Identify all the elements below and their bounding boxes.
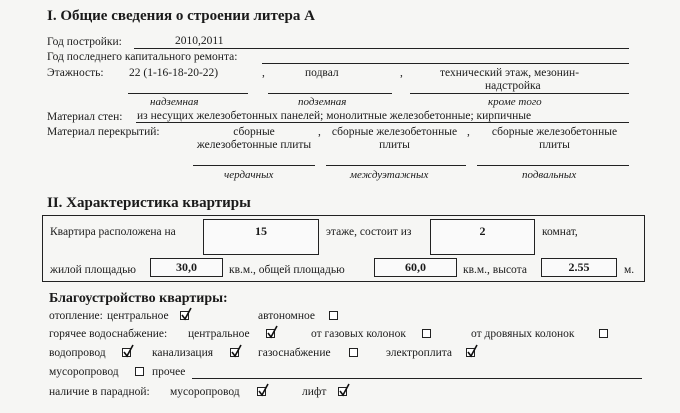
amenities-title: Благоустройство квартиры:	[49, 291, 228, 306]
sewer-label: канализация	[152, 347, 214, 359]
entrance-chute-label: мусоропровод	[170, 386, 240, 398]
entrance-label: наличие в парадной:	[49, 386, 150, 398]
stove-label: электроплита	[386, 347, 452, 359]
floors-except-line2[interactable]: надстройка	[485, 80, 541, 92]
basement-line	[477, 165, 629, 166]
stove-checkbox[interactable]	[466, 348, 475, 357]
ceil-basement-value[interactable]: сборные железобетонные плиты	[491, 126, 618, 151]
attic-line	[193, 165, 315, 166]
walls-value[interactable]: из несущих железобетонных панелей; монолитные железобетонные; кирпичные	[137, 110, 532, 122]
total-area-box[interactable]: 60,0	[374, 258, 457, 277]
other-label: прочее	[152, 366, 186, 378]
hotwater-wood-checkbox[interactable]	[599, 329, 608, 338]
caption-inter: междуэтажных	[350, 169, 429, 181]
caption-under: подземная	[298, 96, 347, 108]
ceil-inter-value[interactable]: сборные железобетонные плиты	[331, 126, 458, 151]
located-label: Квартира расположена на	[50, 226, 176, 238]
checkmark-icon	[466, 344, 479, 358]
last-repair-line[interactable]	[262, 63, 629, 64]
floors-under-value[interactable]: подвал	[305, 67, 339, 79]
walls-line	[136, 122, 629, 123]
caption-above: надземная	[150, 96, 199, 108]
floor-consists-label: этаже, состоит из	[326, 226, 412, 238]
year-built-label: Год постройки:	[47, 36, 122, 48]
hotwater-gas-label: от газовых колонок	[311, 328, 406, 340]
hotwater-gas-checkbox[interactable]	[422, 329, 431, 338]
above-line	[128, 93, 248, 94]
year-built-value[interactable]: 2010,2011	[175, 35, 224, 47]
checkmark-icon	[266, 325, 279, 339]
ceilings-label: Материал перекрытий:	[47, 126, 160, 138]
except-line	[410, 93, 629, 94]
heating-central-label: центральное	[107, 310, 169, 322]
comma-2: ,	[400, 67, 403, 79]
checkmark-icon	[257, 383, 270, 397]
hotwater-wood-label: от дровяных колонок	[471, 328, 575, 340]
chute-label: мусоропровод	[49, 366, 119, 378]
rooms-label: комнат,	[542, 226, 578, 238]
hotwater-central-checkbox[interactable]	[266, 329, 275, 338]
checkmark-icon	[122, 344, 135, 358]
gas-label: газоснабжение	[258, 347, 331, 359]
checkmark-icon	[230, 344, 243, 358]
rooms-count-box[interactable]: 2	[430, 219, 535, 255]
meters-label: м.	[624, 264, 635, 276]
sewer-checkbox[interactable]	[230, 348, 239, 357]
under-line	[268, 93, 392, 94]
comma-4: ,	[467, 126, 470, 138]
year-built-line	[134, 48, 629, 49]
floors-above-value[interactable]: 22 (1-16-18-20-22)	[129, 67, 219, 79]
height-label: кв.м., высота	[463, 264, 527, 276]
heating-autonomous-label: автономное	[258, 310, 315, 322]
height-box[interactable]: 2.55	[541, 258, 617, 277]
caption-basement: подвальных	[522, 169, 577, 181]
chute-checkbox[interactable]	[135, 367, 144, 376]
caption-except: кроме того	[488, 96, 542, 108]
living-area-label: жилой площадью	[50, 264, 136, 276]
section-1-title: I. Общие сведения о строении литера А	[47, 8, 315, 24]
walls-label: Материал стен:	[47, 111, 123, 123]
floor-number-box[interactable]: 15	[203, 219, 319, 255]
entrance-chute-checkbox[interactable]	[257, 387, 266, 396]
caption-attic: чердачных	[224, 169, 274, 181]
ceil-attic-value[interactable]: сборные железобетонные плиты	[196, 126, 312, 151]
hotwater-label: горячее водоснабжение:	[49, 328, 168, 340]
water-checkbox[interactable]	[122, 348, 131, 357]
heating-label: отопление:	[49, 310, 103, 322]
total-area-label: кв.м., общей площадью	[229, 264, 345, 276]
lift-checkbox[interactable]	[338, 387, 347, 396]
comma-3: ,	[318, 126, 321, 138]
floors-label: Этажность:	[47, 67, 104, 79]
heating-central-checkbox[interactable]	[180, 311, 189, 320]
lift-label: лифт	[302, 386, 327, 398]
floors-except-line1[interactable]: технический этаж, мезонин-	[440, 67, 580, 79]
living-area-box[interactable]: 30,0	[150, 258, 223, 277]
hotwater-central-label: центральное	[188, 328, 250, 340]
inter-line	[326, 165, 466, 166]
water-label: водопровод	[49, 347, 106, 359]
section-2-title: II. Характеристика квартиры	[47, 195, 251, 211]
last-repair-label: Год последнего капитального ремонта:	[47, 51, 238, 63]
other-line[interactable]	[192, 378, 642, 379]
checkmark-icon	[338, 383, 351, 397]
gas-checkbox[interactable]	[349, 348, 358, 357]
checkmark-icon	[180, 307, 193, 321]
heating-autonomous-checkbox[interactable]	[329, 311, 338, 320]
comma-1: ,	[262, 67, 265, 79]
